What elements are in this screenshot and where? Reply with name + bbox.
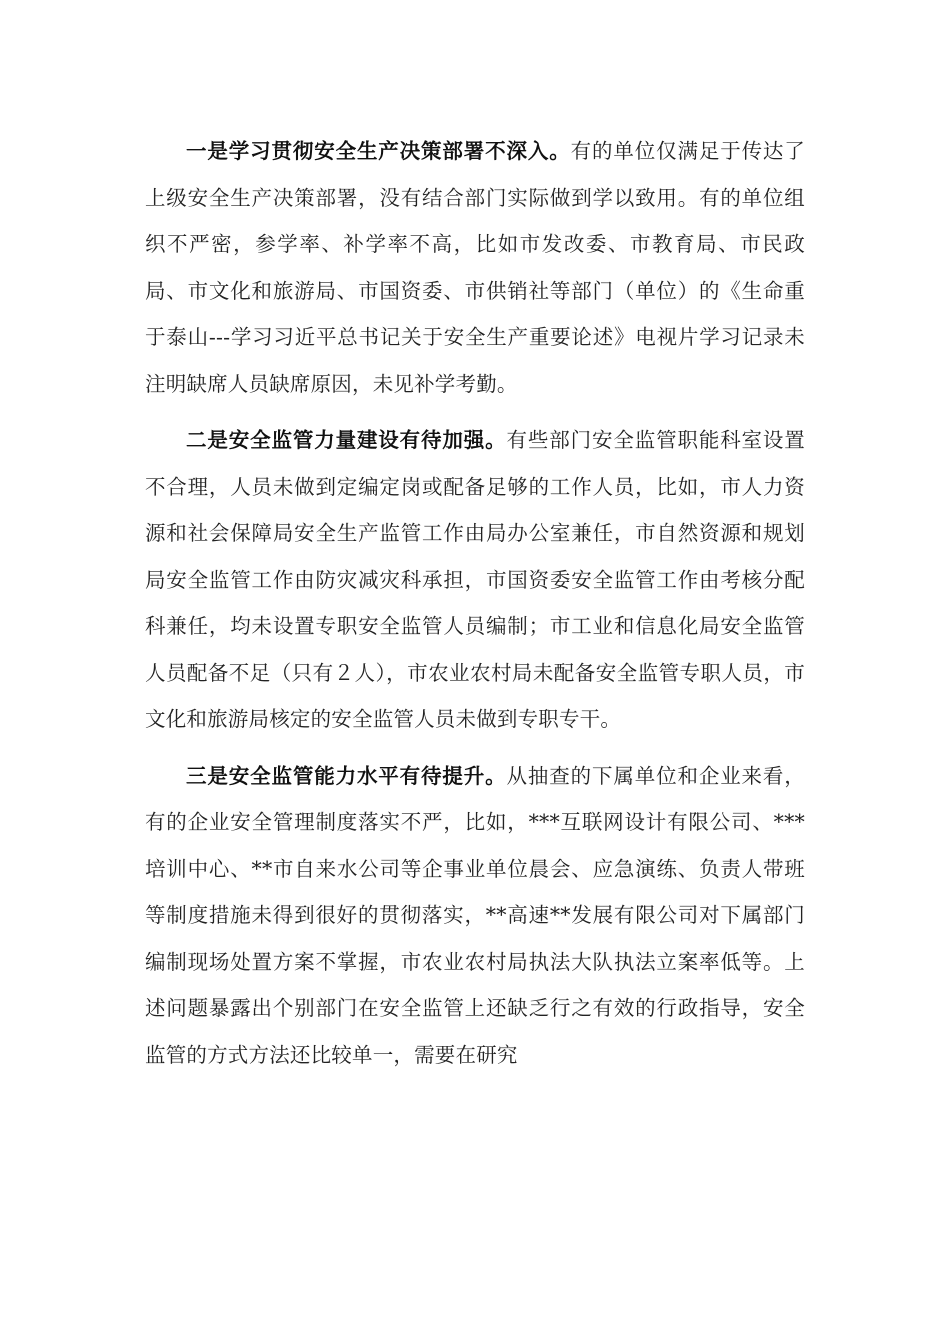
paragraph-3-text: 从抽查的下属单位和企业来看，有的企业安全管理制度落实不严，比如，***互联网设计有限公司、***培训中心、**市自来水公司等企事业单位晨会、应急演练、负责人带班等制度措施未得到很好的贯彻落实，**高速**发展有限公司对下属部门编制现场处置方案不掌握，市农业农村局执法大队执法立案率低等。上述问题暴露出个别部门在安全监管上还缺乏行之有效的行政指导，安全监管的方式方法还比较单一，需要在研究 bbox=[145, 763, 805, 1067]
paragraph-2 bbox=[145, 417, 805, 743]
paragraph-1-text: 有的单位仅满足于传达了上级安全生产决策部署，没有结合部门实际做到学以致用。有的单位组织不严密，参学率、补学率不高，比如市发改委、市教育局、市民政局、市文化和旅游局、市国资委、市供销社等部门（单位）的《生命重于泰山---学习习近平总书记关于安全生产重要论述》电视片学习记录未注明缺席人员缺席原因，未见补学考勤。 bbox=[145, 139, 805, 396]
paragraph-3-heading: 三是安全监管能力水平有待提升。 bbox=[186, 763, 507, 788]
paragraph-1 bbox=[145, 128, 805, 407]
paragraph-2-text: 有些部门安全监管职能科室设置不合理，人员未做到定编定岗或配备足够的工作人员，比如，市人力资源和社会保障局安全生产监管工作由局办公室兼任，市自然资源和规划局安全监管工作由防灾减灾科承担，市国资委安全监管工作由考核分配科兼任，均未设置专职安全监管人员编制；市工业和信息化局安全监管人员配备不足（只有２人），市农业农村局未配备安全监管专职人员，市文化和旅游局核定的安全监管人员未做到专职专干。 bbox=[145, 428, 805, 731]
paragraph-1-heading: 一是学习贯彻安全生产决策部署不深入。 bbox=[186, 139, 571, 163]
paragraph-3 bbox=[145, 753, 805, 1079]
paragraph-2-heading: 二是安全监管力量建设有待加强。 bbox=[186, 428, 507, 452]
document-body bbox=[145, 128, 805, 1078]
